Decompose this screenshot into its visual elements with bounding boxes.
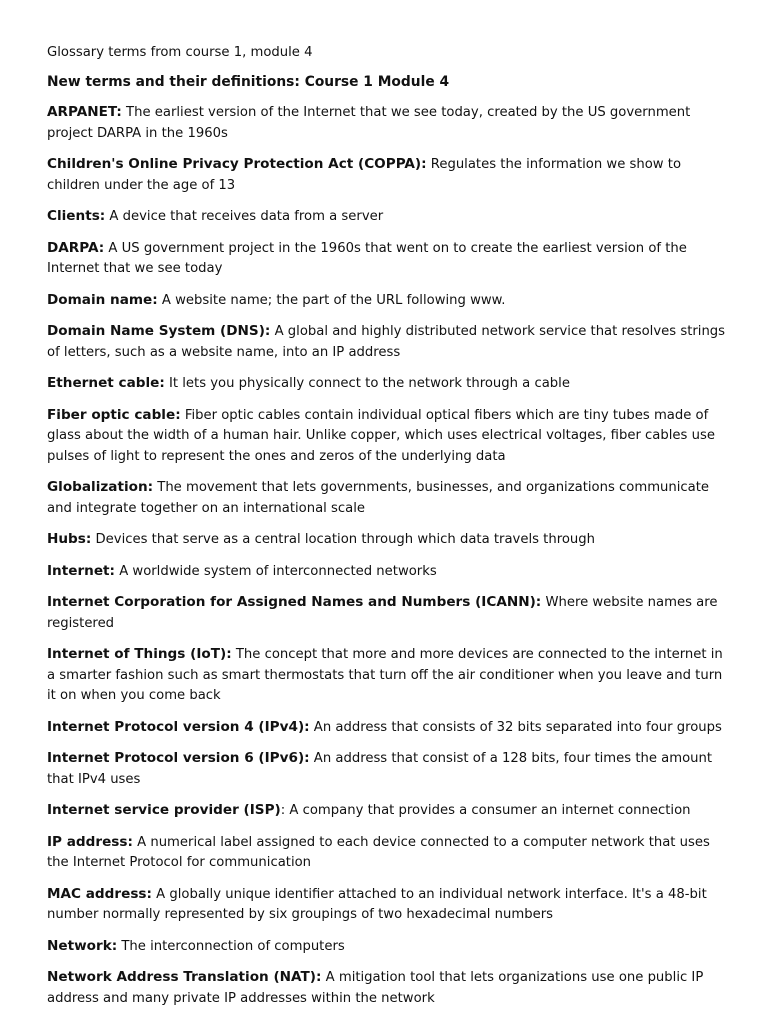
glossary-term: Network Address Translation (NAT):	[47, 969, 322, 985]
glossary-entry-fiber-optic-cable	[47, 405, 728, 468]
glossary-entry-coppa	[47, 154, 728, 196]
glossary-entry-icann	[47, 592, 728, 634]
glossary-entry-ip-address	[47, 832, 728, 874]
glossary-definition: The earliest version of the Internet that we see today, created by the US government project DARPA in the 1960s	[47, 105, 691, 141]
glossary-definition: A mitigation tool that lets organizations use one public IP address and many private IP addresses within the network	[47, 970, 704, 1006]
glossary-definition: An address that consist of a 128 bits, four times the amount that IPv4 uses	[47, 751, 713, 787]
glossary-term: Internet service provider (ISP)	[47, 802, 281, 818]
glossary-term: Internet:	[47, 562, 115, 579]
glossary-definition: The interconnection of computers	[117, 938, 345, 954]
glossary-definition: A website name; the part of the URL following www.	[157, 292, 506, 308]
glossary-definition: The concept that more and more devices are connected to the internet in a smarter fashion such as smart thermostats that turn off the air conditioner when you leave and turn it on when you come back	[47, 647, 723, 703]
glossary-entry-iot	[47, 644, 728, 707]
glossary-definition: Fiber optic cables contain individual optical fibers which are tiny tubes made of glass about the width of a human hair. Unlike copper, which uses electrical voltages, fiber cables use pulses of light to represent the ones and zeros of the underlying data	[47, 407, 715, 464]
glossary-definition: A worldwide system of interconnected networks	[115, 563, 437, 579]
glossary-term: MAC address:	[47, 885, 152, 902]
glossary-entry-hubs	[47, 529, 728, 551]
glossary-entry-darpa	[47, 238, 728, 280]
glossary-definition: Devices that serve as a central location through which data travels through	[91, 532, 595, 547]
glossary-definition: An address that consists of 32 bits separated into four groups	[309, 719, 722, 735]
glossary-term: DARPA:	[47, 239, 105, 256]
glossary-entry-clients	[47, 206, 728, 228]
glossary-entry-ethernet-cable	[47, 373, 728, 395]
glossary-entry-nat	[47, 967, 728, 1009]
glossary-term: Domain Name System (DNS):	[47, 323, 271, 339]
glossary-term: Fiber optic cable:	[47, 406, 181, 423]
glossary-term: Clients:	[47, 208, 106, 224]
glossary-entry-internet	[47, 561, 728, 583]
glossary-term: Network:	[47, 937, 118, 954]
glossary-term: Domain name:	[47, 291, 158, 308]
glossary-term: IP address:	[47, 833, 133, 850]
glossary-entry-arpanet	[47, 102, 728, 144]
glossary-term: ARPANET:	[47, 104, 122, 120]
glossary-entry-globalization	[47, 477, 728, 519]
glossary-definition: A global and highly distributed network service that resolves strings of letters, such as a website name, into an IP address	[47, 324, 726, 360]
glossary-term: Internet Protocol version 6 (IPv6):	[47, 750, 310, 766]
glossary-term: Internet Protocol version 4 (IPv4):	[47, 718, 310, 735]
glossary-term: Globalization:	[47, 479, 154, 495]
glossary-definition: A device that receives data from a server	[105, 209, 384, 224]
glossary-list	[47, 102, 728, 1009]
glossary-entry-dns	[47, 321, 728, 363]
glossary-definition: : A company that provides a consumer an internet connection	[280, 803, 691, 818]
glossary-term: Ethernet cable:	[47, 375, 165, 391]
glossary-definition: Regulates the information we show to children under the age of 13	[47, 157, 682, 193]
glossary-entry-ipv4	[47, 717, 728, 739]
glossary-definition: The movement that lets governments, businesses, and organizations communicate and integrate together on an international scale	[47, 480, 710, 516]
glossary-term: Children's Online Privacy Protection Act (COPPA):	[47, 156, 427, 172]
glossary-term: Hubs:	[47, 531, 92, 547]
glossary-entry-mac-address	[47, 884, 728, 926]
section-heading: New terms and their definitions: Course 1 Module 4	[47, 74, 450, 90]
glossary-entry-isp	[47, 800, 728, 822]
glossary-term: Internet Corporation for Assigned Names and Numbers (ICANN):	[47, 594, 542, 610]
glossary-entry-domain-name	[47, 290, 728, 312]
glossary-definition: A globally unique identifier attached to an individual network interface. It's a 48-bit number normally represented by six groupings of two hexadecimal numbers	[47, 886, 707, 922]
glossary-term: Internet of Things (IoT):	[47, 646, 232, 662]
glossary-definition: A US government project in the 1960s that went on to create the earliest version of the Internet that we see today	[47, 240, 687, 276]
glossary-definition: It lets you physically connect to the network through a cable	[164, 376, 570, 391]
glossary-entry-network	[47, 936, 728, 958]
glossary-entry-ipv6	[47, 748, 728, 790]
glossary-definition: Where website names are registered	[47, 595, 718, 631]
glossary-definition: A numerical label assigned to each device connected to a computer network that uses the Internet Protocol for communication	[47, 834, 710, 870]
document-title: Glossary terms from course 1, module 4	[47, 45, 313, 60]
